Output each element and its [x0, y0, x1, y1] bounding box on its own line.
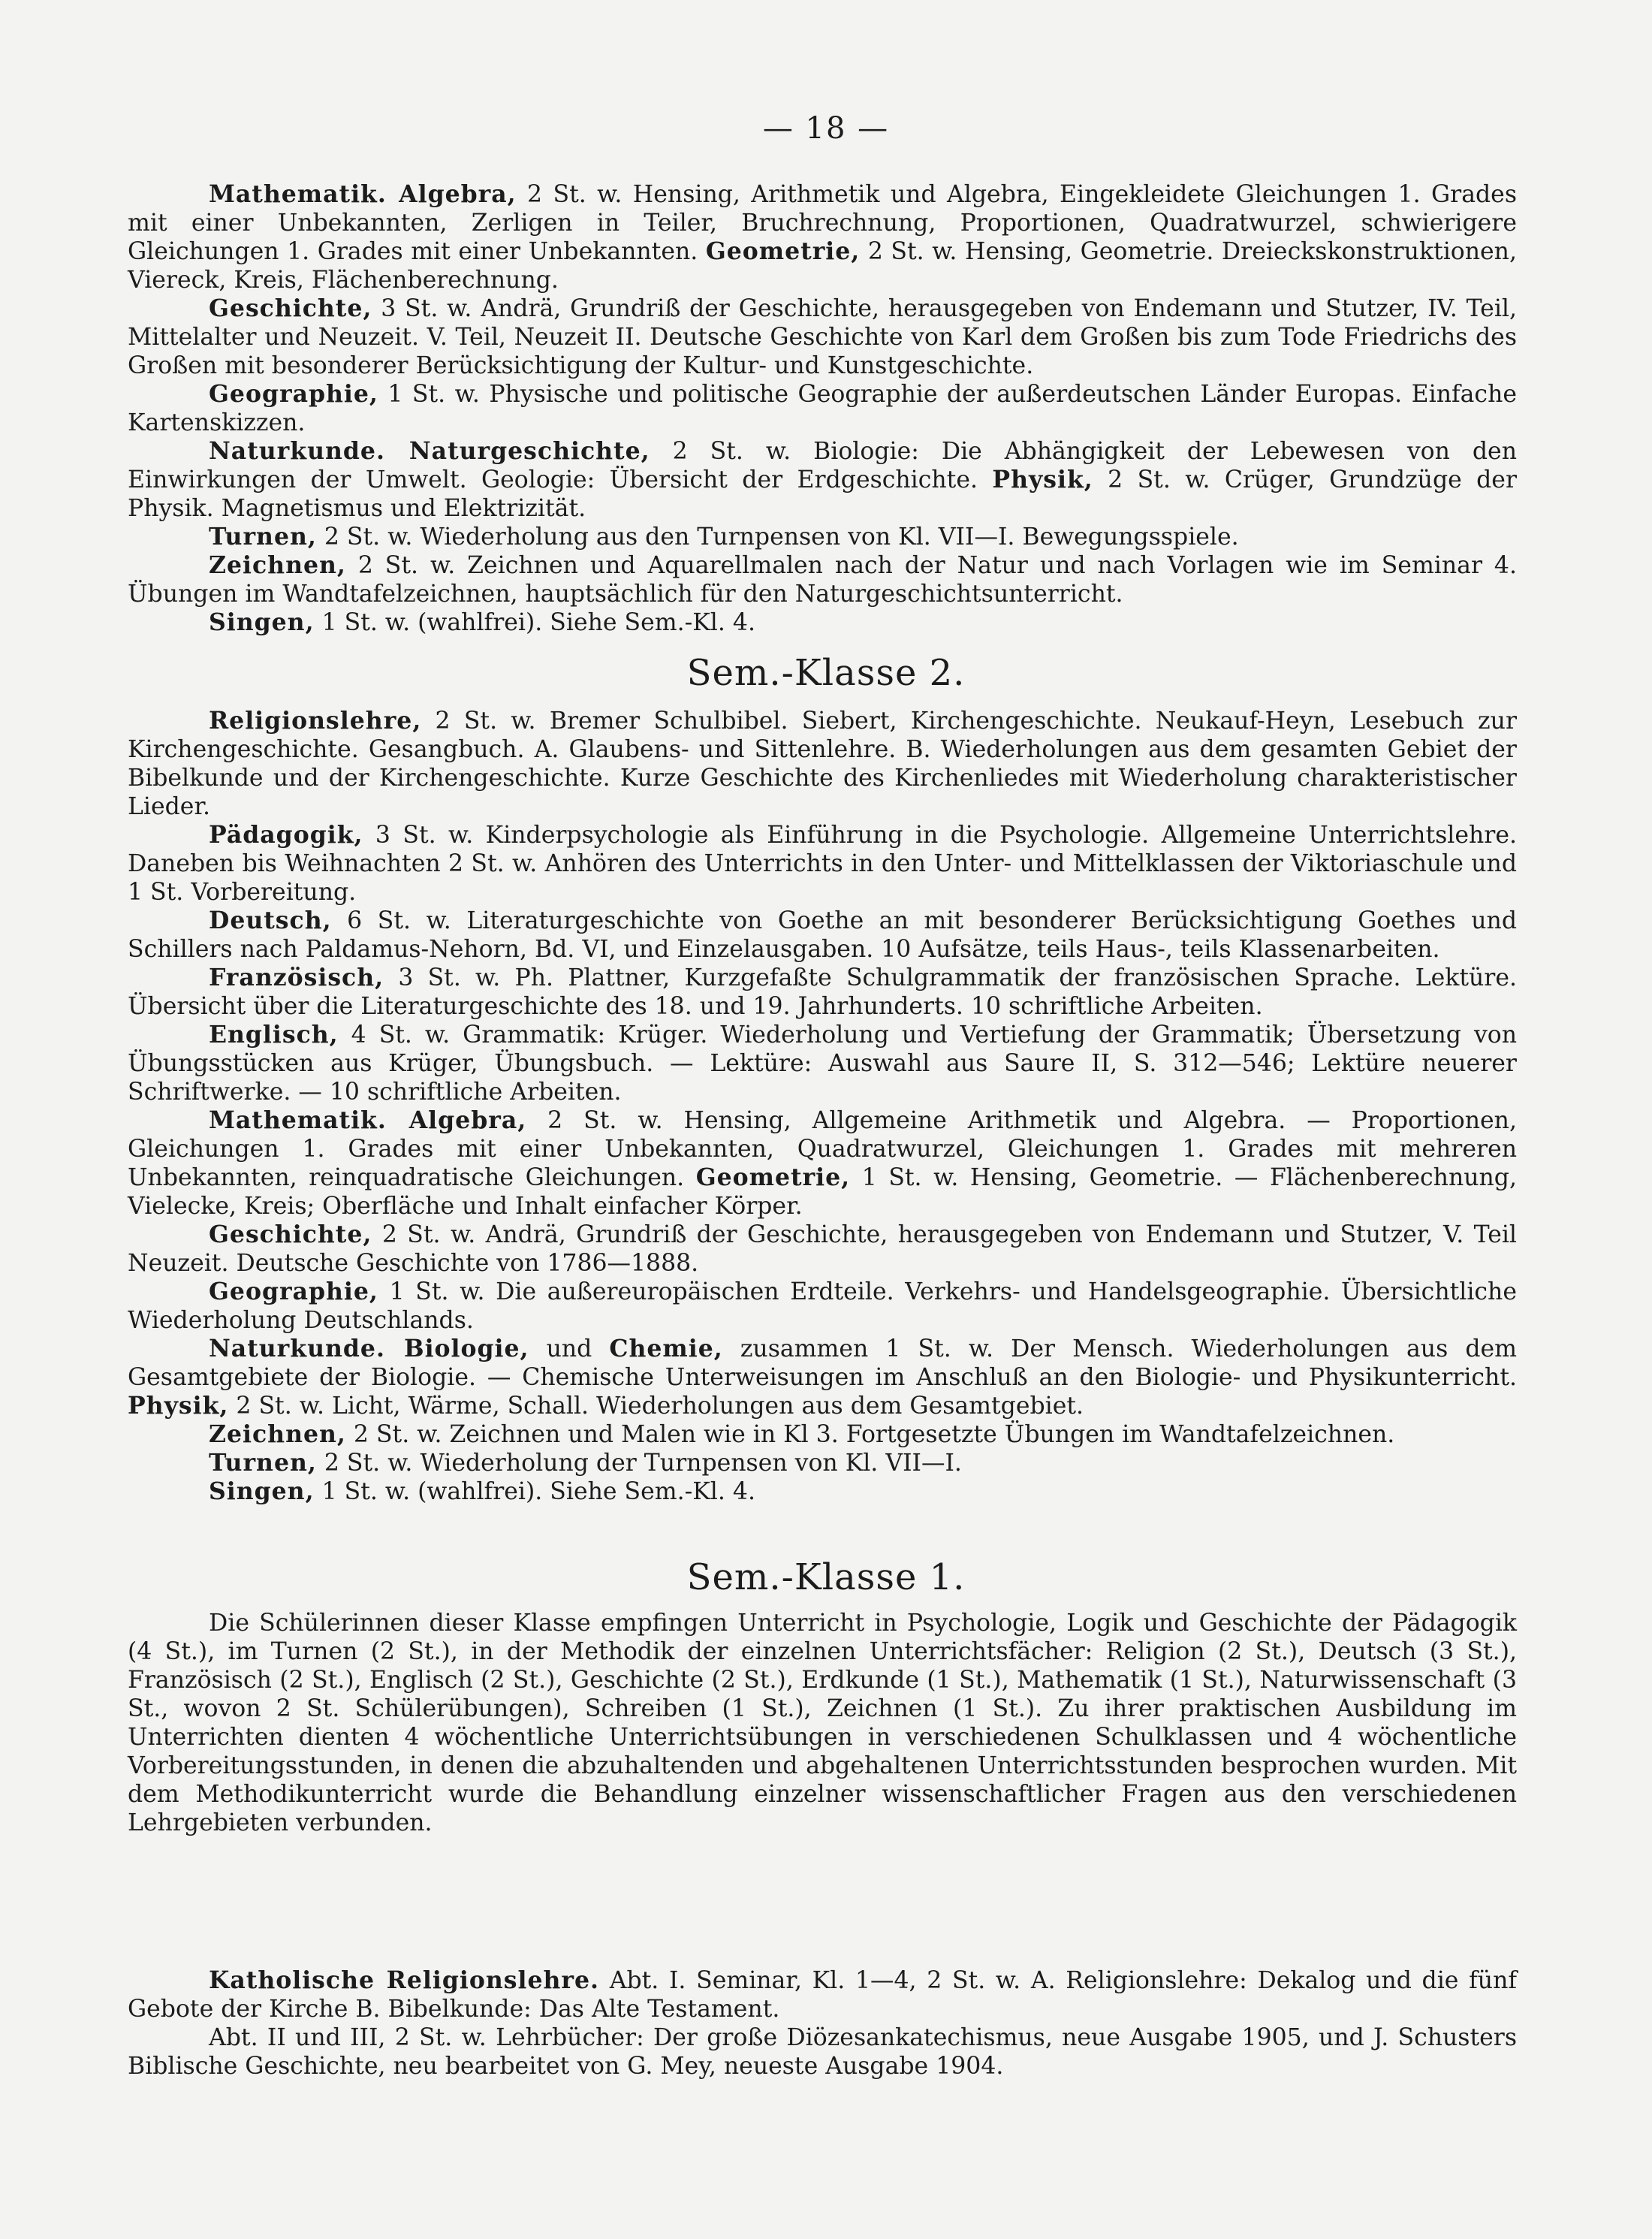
paragraph-text: 3 St. w. Andrä, Grundriß der Geschichte, herausgegeben von Endemann und Stutzer, IV. Teil, Mittelalter und Neuzeit. V. Teil, Neuzeit II. Deutsche Geschichte von Karl dem Großen bis zum Tode Friedrichs des Großen mit besonderer Berücksichtigung der Kultur- und Kunstgeschichte. [128, 295, 1517, 379]
paragraph-text: 2 St. w. Hensing, Arithmetik und Algebra, Eingekleidete Gleichungen 1. Grades mit einer Unbekannten, Zerligen in Teiler, Bruchrechnung, Proportionen, Quadratwurzel, schwierigere Gleichungen 1. Grades mit einer Unbekannten. [128, 181, 1517, 265]
page-number: — 18 — [762, 111, 890, 146]
paragraph-zeichnen [128, 1420, 1517, 1449]
subject-heading: Mathematik. Algebra, [209, 1106, 527, 1134]
paragraph-text: zusammen 1 St. w. Der Mensch. Wiederholungen aus dem Gesamtgebiete der Biologie. — Chemische Unterweisungen im Anschluß an den Biologie- und Physikunterricht. [128, 1335, 1517, 1391]
paragraph-religionslehre [128, 707, 1517, 821]
paragraph-text: 2 St. w. Hensing, Allgemeine Arithmetik und Algebra. — Proportionen, Gleichungen 1. Grades mit einer Unbekannten, Quadratwurzel, Gleichungen 1. Grades mit mehreren Unbekannten, reinquadratische Gleichungen. [128, 1107, 1517, 1191]
paragraph-text: 1 St. w. Physische und politische Geographie der außerdeutschen Länder Europas. Einfache Kartenskizzen. [128, 381, 1517, 436]
paragraph-text: 2 St. w. Zeichnen und Aquarellmalen nach der Natur und nach Vorlagen wie im Seminar 4. Übungen im Wandtafelzeichnen, hauptsächlich für den Naturgeschichtsunterricht. [128, 552, 1517, 608]
subject-heading: Turnen, [209, 1449, 317, 1477]
subject-heading: Singen, [209, 608, 315, 636]
paragraph-text: 1 St. w. (wahlfrei). Siehe Sem.-Kl. 4. [314, 609, 755, 636]
paragraph-text: Abt. II und III, 2 St. w. Lehrbücher: Der große Diözesankatechismus, neue Ausgabe 1905, und J. Schusters Biblische Geschichte, neu bearbeitet von G. Mey, neueste Ausgabe 1904. [128, 2024, 1517, 2080]
section-heading-class1: Sem.-Klasse 1. [686, 1556, 966, 1598]
subject-heading: Naturkunde. Naturgeschichte, [209, 437, 650, 465]
paragraph-singen [128, 1477, 1517, 1506]
paragraph-text: 6 St. w. Literaturgeschichte von Goethe an mit besonderer Berücksichtigung Goethes und Schillers nach Paldamus-Nehorn, Bd. VI, und Einzelausgaben. 10 Aufsätze, teils Haus-, teils Klassenarbeiten. [128, 907, 1517, 963]
subject-heading: Mathematik. Algebra, [209, 180, 517, 208]
subject-heading: Naturkunde. Biologie, [209, 1335, 529, 1362]
section-class2 [128, 707, 1517, 1506]
paragraph-turnen [128, 1449, 1517, 1477]
subject-heading: Geschichte, [209, 294, 372, 322]
subject-heading: Geometrie, [695, 1163, 851, 1191]
subject-heading: Physik, [992, 466, 1093, 493]
paragraph-text: und [529, 1335, 610, 1362]
paragraph-text: 2 St. w. Crüger, Grundzüge der Physik. Magnetismus und Elektrizität. [128, 466, 1518, 522]
paragraph-text: 2 St. w. Andrä, Grundriß der Geschichte, herausgegeben von Endemann und Stutzer, V. Teil Neuzeit. Deutsche Geschichte von 1786—1888. [128, 1221, 1517, 1277]
subject-heading: Geschichte, [209, 1221, 372, 1248]
paragraph-mathematik [128, 1106, 1517, 1221]
section-catholic-religion [128, 1966, 1517, 2081]
paragraph-paedagogik [128, 821, 1517, 907]
paragraph-text: 3 St. w. Kinderpsychologie als Einführung in die Psychologie. Allgemeine Unterrichtslehre. Daneben bis Weihnachten 2 St. w. Anhören des Unterrichts in den Unter- und Mittelklassen der Viktoriaschule und 1 St. Vorbereitung. [128, 822, 1517, 906]
paragraph-naturkunde [128, 437, 1517, 523]
subject-heading: Physik, [128, 1392, 229, 1420]
paragraph-singen [128, 608, 1517, 637]
paragraph-catholic-abt1 [128, 1966, 1517, 2023]
section-class1 [128, 1609, 1517, 1837]
paragraph-text: 2 St. w. Bremer Schulbibel. Siebert, Kirchengeschichte. Neukauf-Heyn, Lesebuch zur Kirchengeschichte. Gesangbuch. A. Glaubens- und Sittenlehre. B. Wiederholungen aus dem gesamten Gebiet der Bibelkunde und der Kirchengeschichte. Kurze Geschichte des Kirchenliedes mit Wiederholung charakteristischer Lieder. [128, 708, 1517, 820]
paragraph-turnen [128, 523, 1517, 551]
paragraph-text: 2 St. w. Hensing, Geometrie. Dreieckskonstruktionen, Viereck, Kreis, Flächenberechnung. [128, 238, 1517, 294]
paragraph-geographie [128, 380, 1517, 437]
paragraph-zeichnen [128, 551, 1517, 608]
paragraph-catholic-abt2 [128, 2023, 1517, 2081]
paragraph-geschichte [128, 1221, 1517, 1278]
paragraph-text: 2 St. w. Wiederholung der Turnpensen von Kl. VII—I. [316, 1450, 962, 1477]
subject-heading: Englisch, [209, 1021, 339, 1049]
paragraph-englisch [128, 1021, 1517, 1106]
paragraph-geschichte [128, 294, 1517, 380]
paragraph-text: 3 St. w. Ph. Plattner, Kurzgefaßte Schulgrammatik der französischen Sprache. Lektüre. Übersicht über die Literaturgeschichte des 18. und 19. Jahrhunderts. 10 schriftliche Arbeiten. [128, 964, 1517, 1020]
section-heading-class2: Sem.-Klasse 2. [686, 652, 966, 694]
paragraph-franzoesisch [128, 964, 1517, 1021]
paragraph-text: 2 St. w. Licht, Wärme, Schall. Wiederholungen aus dem Gesamtgebiet. [228, 1393, 1084, 1420]
paragraph-mathematik [128, 180, 1517, 294]
section-class3-continued [128, 180, 1517, 637]
subject-heading: Religionslehre, [209, 707, 422, 735]
subject-heading: Zeichnen, [209, 1420, 346, 1448]
subject-heading: Geographie, [209, 1278, 378, 1305]
subject-heading: Katholische Religionslehre. [209, 1966, 599, 1994]
subject-heading: Turnen, [209, 523, 317, 551]
paragraph-text: Abt. I. Seminar, Kl. 1—4, 2 St. w. A. Religionslehre: Dekalog und die fünf Gebote der Kirche B. Bibelkunde: Das Alte Testament. [128, 1967, 1518, 2023]
paragraph-text: 2 St. w. Zeichnen und Malen wie in Kl 3. Fortgesetzte Übungen im Wandtafelzeichnen. [345, 1421, 1395, 1448]
subject-heading: Zeichnen, [209, 551, 346, 579]
paragraph-text: 1 St. w. (wahlfrei). Siehe Sem.-Kl. 4. [314, 1478, 755, 1505]
paragraph-text: 1 St. w. Hensing, Geometrie. — Flächenberechnung, Vielecke, Kreis; Oberfläche und Inhalt einfacher Körper. [128, 1164, 1517, 1220]
subject-heading: Chemie, [609, 1335, 723, 1362]
paragraph-text: 1 St. w. Die außereuropäischen Erdteile. Verkehrs- und Handelsgeographie. Übersichtliche Wiederholung Deutschlands. [128, 1278, 1517, 1334]
paragraph-text: 2 St. w. Wiederholung aus den Turnpensen von Kl. VII—I. Bewegungsspiele. [316, 524, 1239, 551]
subject-heading: Geometrie, [705, 237, 861, 265]
subject-heading: Pädagogik, [209, 821, 363, 849]
paragraph-deutsch [128, 907, 1517, 964]
subject-heading: Deutsch, [209, 907, 332, 934]
paragraph-class1-description: Die Schülerinnen dieser Klasse empfingen Unterricht in Psychologie, Logik und Geschichte der Pädagogik (4 St.), im Turnen (2 St.), in der Methodik der einzelnen Unterrichtsfächer: Religion (2 St.), Deutsch (3 St.), Französisch (2 St.), Englisch (2 St.), Geschichte (2 St.), Erdkunde (1 St.), Mathematik (1 St.), Naturwissenschaft (3 St., wovon 2 St. Schülerübungen), Schreiben (1 St.), Zeichnen (1 St.). Zu ihrer praktischen Ausbildung im Unterrichten dienten 4 wöchentliche Unterrichtsübungen in verschiedenen Schulklassen und 4 wöchentliche Vorbereitungsstunden, in denen die abzuhaltenden und abgehaltenen Unterrichtsstunden besprochen wurden. Mit dem Methodikunterricht wurde die Behandlung einzelner wissenschaftlicher Fragen aus den verschiedenen Lehrgebieten verbunden. [128, 1610, 1517, 1836]
paragraph-text: 2 St. w. Biologie: Die Abhängigkeit der Lebewesen von den Einwirkungen der Umwelt. Geologie: Übersicht der Erdgeschichte. [128, 438, 1517, 493]
subject-heading: Geographie, [209, 380, 378, 408]
subject-heading: Singen, [209, 1477, 315, 1505]
paragraph-text: 4 St. w. Grammatik: Krüger. Wiederholung und Vertiefung der Grammatik; Übersetzung von Übungsstücken aus Krüger, Übungsbuch. — Lektüre: Auswahl aus Saure II, S. 312—546; Lektüre neuerer Schriftwerke. — 10 schriftliche Arbeiten. [128, 1021, 1517, 1106]
paragraph-naturkunde [128, 1335, 1517, 1420]
subject-heading: Französisch, [209, 964, 384, 991]
paragraph-geographie [128, 1278, 1517, 1335]
